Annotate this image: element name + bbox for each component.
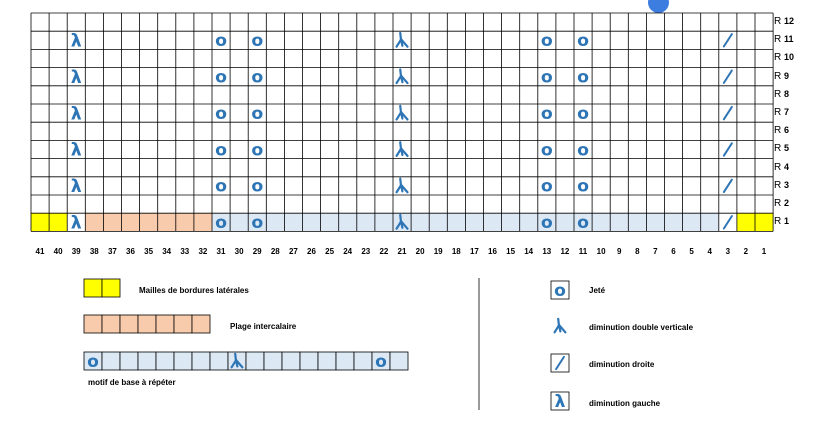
column-label: 26: [307, 247, 316, 256]
legend-right-decrease-symbol: [551, 354, 569, 372]
yarn-over-icon: o: [540, 103, 553, 124]
column-label: 7: [653, 247, 658, 256]
yarn-over-icon: o: [251, 31, 264, 52]
column-label: 32: [198, 247, 208, 256]
yarn-over-icon: o: [251, 213, 264, 234]
yarn-over-icon: o: [577, 213, 589, 234]
legend-yarn-over-label: Jeté: [589, 286, 606, 295]
row-label-number: 12: [784, 16, 795, 26]
column-label: 23: [361, 247, 371, 256]
yarn-over-icon: o: [215, 213, 227, 234]
column-label: 38: [89, 247, 99, 256]
column-label: 24: [343, 247, 353, 256]
column-label: 10: [596, 247, 606, 256]
yarn-over-icon: o: [577, 103, 589, 124]
row-label-prefix: R: [774, 34, 784, 46]
yarn-over-icon: o: [215, 31, 227, 52]
left-decrease-icon: λ: [70, 140, 82, 161]
row-label-number: 7: [784, 107, 790, 117]
legend-double-decrease-label: diminution double verticale: [589, 323, 694, 332]
row-label: [774, 143, 789, 154]
legend-double-decrease-symbol: [555, 319, 566, 333]
double-decrease-icon: [397, 106, 408, 120]
legend-yarn-over-symbol: [551, 281, 569, 301]
column-label: 16: [488, 247, 497, 256]
row-label-number: 10: [784, 52, 795, 63]
column-label: 28: [270, 247, 280, 256]
row-label-number: 11: [784, 34, 794, 45]
right-decrease-icon: [724, 34, 732, 46]
column-label: 18: [451, 247, 461, 256]
legend-left-decrease-symbol: [551, 392, 569, 412]
legend-left-decrease-label: diminution gauche: [589, 399, 661, 408]
column-label: 15: [506, 247, 516, 256]
row-label-prefix: R: [774, 143, 784, 155]
row-label-number: 3: [784, 179, 790, 190]
legend-base-motif-swatch: [84, 352, 408, 372]
yarn-over-icon: o: [540, 176, 553, 197]
yarn-over-icon: o: [540, 67, 553, 88]
row-label-number: 2: [784, 198, 790, 208]
yarn-over-icon: o: [87, 351, 99, 372]
row-label-prefix: R: [774, 52, 784, 64]
row-label-prefix: R: [774, 216, 784, 228]
column-label: 11: [578, 247, 588, 256]
row-label: [774, 71, 789, 82]
column-label: 35: [144, 247, 154, 256]
column-label: 36: [126, 247, 135, 256]
shading-band-1: [85, 213, 212, 231]
right-decrease-icon: [724, 216, 732, 228]
yarn-over-icon: o: [375, 351, 387, 372]
column-label: 19: [433, 247, 443, 256]
column-label: 40: [53, 247, 63, 256]
yarn-over-icon: o: [251, 103, 264, 124]
left-decrease-icon: λ: [70, 67, 82, 88]
yarn-over-icon: o: [251, 140, 264, 161]
column-label: 8: [635, 247, 640, 256]
double-decrease-icon: [397, 33, 408, 47]
column-label: 3: [725, 247, 731, 256]
column-label: 37: [107, 247, 117, 256]
yarn-over-icon: o: [215, 140, 227, 161]
column-label: 39: [71, 247, 81, 256]
column-label: 21: [397, 247, 407, 256]
column-label: 33: [180, 247, 190, 256]
right-decrease-icon: [724, 180, 732, 192]
row-label-prefix: R: [774, 16, 784, 27]
legend-interval-range-swatch: [84, 315, 210, 333]
column-label: 4: [707, 247, 712, 256]
column-label: 22: [379, 247, 389, 256]
row-label-prefix: R: [774, 107, 784, 118]
column-label: 27: [288, 247, 298, 256]
row-label: [774, 125, 789, 136]
row-label-prefix: R: [774, 161, 784, 173]
row-label-prefix: R: [774, 88, 784, 100]
row-label-prefix: R: [774, 198, 784, 209]
column-label: 2: [743, 247, 749, 256]
row-label-number: 6: [784, 125, 790, 136]
column-label: 9: [616, 247, 622, 256]
row-label: [774, 216, 789, 227]
yarn-over-icon: o: [577, 140, 589, 161]
yarn-over-icon: o: [577, 31, 589, 52]
row-label-prefix: R: [774, 70, 784, 82]
left-decrease-icon: λ: [70, 177, 82, 198]
column-label: 13: [542, 247, 552, 256]
row-label-number: 8: [784, 88, 790, 99]
yarn-over-icon: o: [215, 103, 227, 124]
double-decrease-icon: [397, 179, 408, 193]
row-label: [774, 107, 789, 118]
column-label: 17: [469, 247, 479, 256]
yarn-over-icon: o: [577, 67, 589, 88]
yarn-over-icon: o: [577, 176, 589, 197]
column-label: 29: [252, 247, 262, 256]
row-label-number: 4: [784, 161, 790, 172]
right-decrease-icon: [724, 107, 732, 119]
row-label: [774, 16, 794, 27]
yarn-over-icon: o: [251, 176, 264, 197]
row-label-number: 9: [784, 70, 790, 81]
column-label: 41: [35, 247, 45, 256]
column-label: 12: [560, 247, 570, 256]
yarn-over-icon: o: [251, 67, 264, 88]
column-label: 5: [689, 247, 694, 256]
legend-border-stitches-label: Mailles de bordures latérales: [139, 286, 249, 295]
legend-border-stitches-swatch: [84, 279, 120, 297]
yarn-over-icon: o: [540, 31, 553, 52]
column-label: 30: [234, 247, 244, 256]
left-decrease-icon: λ: [554, 392, 566, 413]
column-label: 6: [671, 247, 676, 256]
row-label: [774, 198, 789, 209]
column-label: 1: [761, 247, 767, 256]
yarn-over-icon: o: [215, 176, 227, 197]
right-decrease-icon: [724, 71, 732, 83]
column-label: 25: [325, 247, 335, 256]
double-decrease-icon: [555, 319, 566, 333]
left-decrease-icon: λ: [70, 104, 82, 125]
row-label: [774, 34, 794, 45]
row-label-number: 1: [784, 216, 790, 227]
row-label-number: 5: [784, 143, 790, 154]
right-decrease-icon: [724, 143, 732, 155]
column-label: 14: [524, 247, 534, 256]
row-label: [774, 180, 789, 191]
left-decrease-icon: λ: [70, 213, 82, 234]
column-label: 34: [162, 247, 172, 256]
row-label: [774, 162, 789, 173]
yarn-over-icon: o: [554, 280, 566, 301]
double-decrease-icon: [397, 69, 408, 83]
left-decrease-icon: λ: [70, 31, 82, 52]
yarn-over-icon: o: [540, 140, 553, 161]
yarn-over-icon: o: [215, 67, 227, 88]
legend-interval-range-label: Plage intercalaire: [230, 322, 297, 331]
column-label: 31: [216, 247, 226, 256]
column-label: 20: [415, 247, 425, 256]
legend-base-motif-label: motif de base à répéter: [88, 378, 176, 387]
row-label-prefix: R: [774, 125, 784, 137]
double-decrease-icon: [397, 142, 408, 156]
row-label-prefix: R: [774, 179, 784, 191]
yarn-over-icon: o: [540, 213, 553, 234]
row-label: [774, 52, 794, 63]
row-label: [774, 89, 789, 100]
legend-right-decrease-label: diminution droite: [589, 360, 655, 369]
